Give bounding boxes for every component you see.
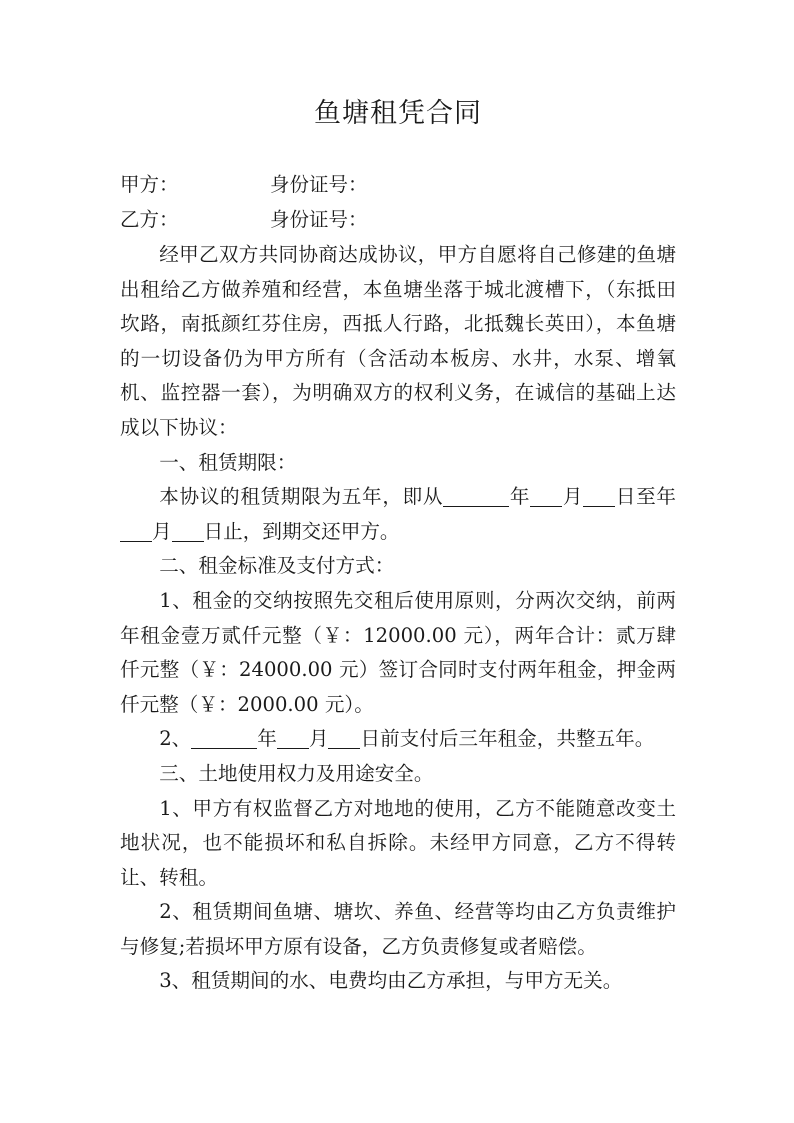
party-a-id-label: 身份证号： xyxy=(270,173,368,196)
end-month-blank[interactable] xyxy=(120,519,152,542)
payment-year-label: 年 xyxy=(257,727,277,751)
start-day-blank[interactable] xyxy=(583,484,615,507)
preamble-paragraph: 经甲乙双方共同协商达成协议，甲方自愿将自己修建的鱼塘出租给乙方做养殖和经营，本鱼塘坐落于城北渡槽下，（东抵田坎路，南抵颜红芬住房，西抵人行路，北抵魏长英田），本鱼塘的一切设备仍为甲方所有（含活动本板房、水井，水泵、增氧机、监控器一套），为明确双方的权利义务，在诚信的基础上达成以下协议： xyxy=(120,243,676,439)
item-2-number: 2、 xyxy=(159,727,192,751)
rent-item-1: 1、租金的交纳按照先交租后使用原则，分两次交纳，前两年租金壹万贰仟元整（￥：12000.00 元），两年合计：贰万肆仟元整（￥：24000.00 元）签订合同时支付两年租金，押金两仟元整（￥：2000.00 元）。 xyxy=(120,588,676,716)
party-a-label: 甲方： xyxy=(120,173,179,196)
payment-year-blank[interactable] xyxy=(191,726,257,749)
day-to-label: 日至 xyxy=(615,485,657,509)
lease-term-paragraph xyxy=(120,480,676,549)
land-use-item-1: 1、甲方有权监督乙方对地地的使用，乙方不能随意改变土地状况，也不能损坏和私自拆除。未经甲方同意，乙方不得转让、转租。 xyxy=(120,796,676,889)
section-3-heading: 三、土地使用权力及用途安全。 xyxy=(159,761,434,785)
end-month-label: 月 xyxy=(152,519,172,543)
party-b-label: 乙方： xyxy=(120,208,179,231)
month-label: 月 xyxy=(562,485,584,509)
year-label: 年 xyxy=(509,485,531,509)
lease-term-prefix: 本协议的租赁期限为五年，即从 xyxy=(159,485,444,509)
section-2-heading: 二、租金标准及支付方式： xyxy=(159,554,395,578)
rent-item-2 xyxy=(120,722,676,757)
land-use-item-3: 3、租赁期间的水、电费均由乙方承担，与甲方无关。 xyxy=(159,969,623,993)
end-day-blank[interactable] xyxy=(172,519,204,542)
land-use-item-2: 2、租赁期间鱼塘、塘坎、养鱼、经营等均由乙方负责维护与修复;若损坏甲方原有设备，乙方负责修复或者赔偿。 xyxy=(120,900,676,958)
party-b-id-label: 身份证号： xyxy=(270,208,368,231)
payment-month-blank[interactable] xyxy=(277,726,309,749)
party-b-line xyxy=(120,205,368,235)
start-year-blank[interactable] xyxy=(443,484,509,507)
party-a-line xyxy=(120,170,368,200)
contract-body xyxy=(120,238,676,999)
section-1-heading: 一、租赁期限： xyxy=(159,450,297,474)
start-month-blank[interactable] xyxy=(530,484,562,507)
end-day-label: 日止，到期交还甲方。 xyxy=(203,519,400,543)
document-title: 鱼塘租凭合同 xyxy=(314,98,482,129)
payment-suffix: 日前支付后三年租金，共整五年。 xyxy=(360,727,655,751)
end-year-label: 年 xyxy=(656,485,677,509)
payment-month-label: 月 xyxy=(308,727,329,751)
payment-day-blank[interactable] xyxy=(328,726,360,749)
